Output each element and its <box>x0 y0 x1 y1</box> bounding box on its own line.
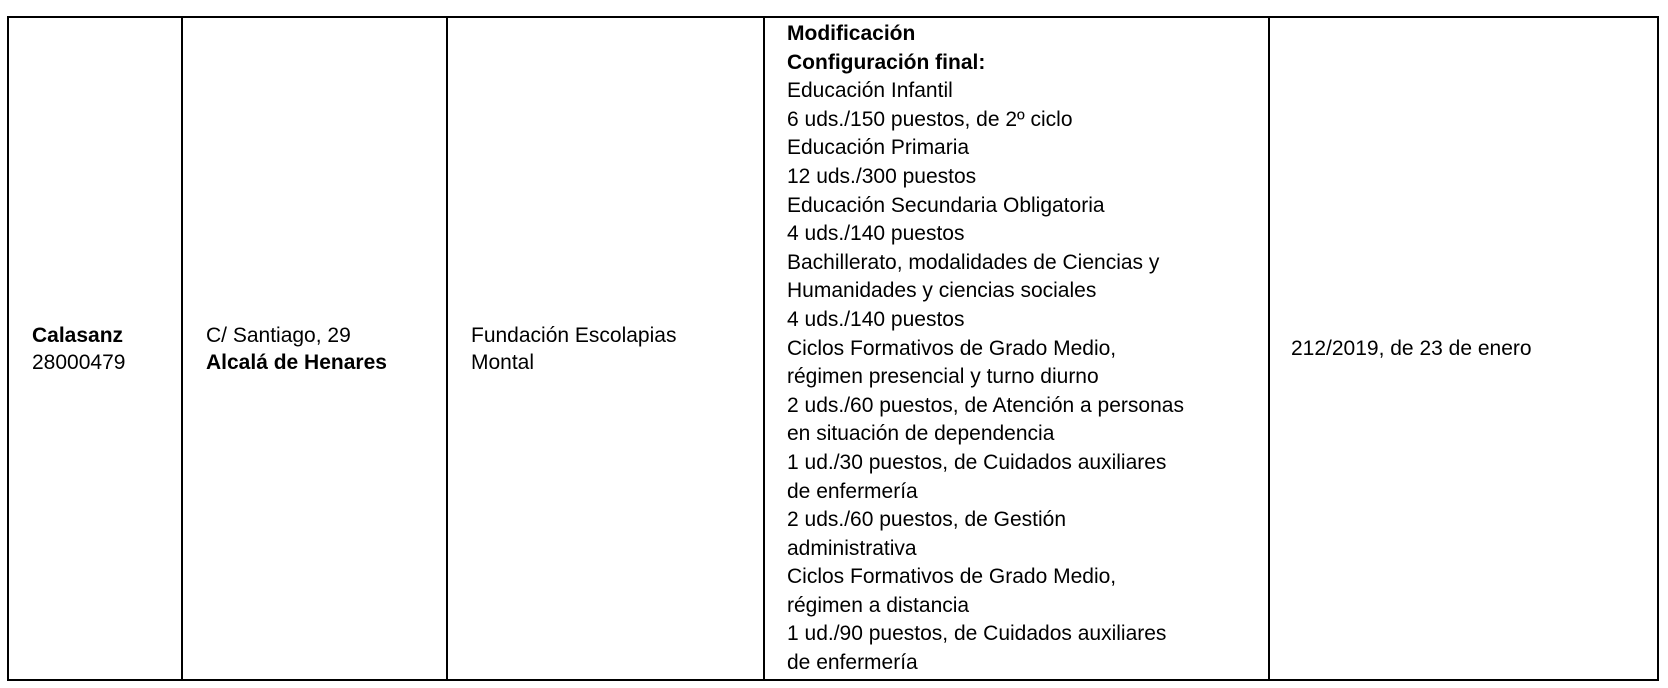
details-cell <box>764 17 1269 680</box>
owner-cell <box>447 17 764 680</box>
detail-line: 12 uds./300 puestos <box>787 164 977 188</box>
detail-line: Ciclos Formativos de Grado Medio, <box>787 565 1117 589</box>
owner-name-line-1: Fundación Escolapias <box>471 323 677 347</box>
detail-line: en situación de dependencia <box>787 422 1055 446</box>
center-name: Calasanz <box>32 323 124 347</box>
street-address: C/ Santiago, 29 <box>206 323 351 347</box>
detail-line: administrativa <box>787 536 917 560</box>
detail-line: Humanidades y ciencias sociales <box>787 279 1097 303</box>
detail-line: Bachillerato, modalidades de Ciencias y <box>787 250 1160 274</box>
owner-name-line-2: Montal <box>471 350 535 374</box>
decree-cell <box>1269 17 1658 680</box>
center-code: 28000479 <box>32 350 126 374</box>
address-cell <box>182 17 447 680</box>
detail-line: 1 ud./30 puestos, de Cuidados auxiliares <box>787 450 1167 474</box>
detail-line: de enfermería <box>787 479 918 503</box>
details-heading: Modificación <box>787 22 916 45</box>
detail-line: régimen presencial y turno diurno <box>787 365 1099 389</box>
decree-reference: 212/2019, de 23 de enero <box>1291 337 1532 360</box>
detail-line: Ciclos Formativos de Grado Medio, <box>787 336 1117 360</box>
table-row <box>8 17 1658 680</box>
city-name: Alcalá de Henares <box>206 350 387 374</box>
detail-line: Educación Infantil <box>787 79 953 103</box>
center-cell <box>8 17 182 680</box>
detail-line: de enfermería <box>787 651 918 675</box>
detail-line: 1 ud./90 puestos, de Cuidados auxiliares <box>787 622 1167 646</box>
detail-line: 4 uds./140 puestos <box>787 307 965 331</box>
detail-line: régimen a distancia <box>787 593 970 617</box>
detail-line: 6 uds./150 puestos, de 2º ciclo <box>787 107 1073 131</box>
details-subheading: Configuración final: <box>787 50 986 74</box>
detail-line: Educación Secundaria Obligatoria <box>787 193 1105 217</box>
detail-line: 2 uds./60 puestos, de Gestión <box>787 508 1067 532</box>
detail-line: 2 uds./60 puestos, de Atención a personas <box>787 393 1184 417</box>
centers-table <box>7 16 1659 681</box>
detail-line: 4 uds./140 puestos <box>787 222 965 246</box>
detail-line: Educación Primaria <box>787 136 970 160</box>
